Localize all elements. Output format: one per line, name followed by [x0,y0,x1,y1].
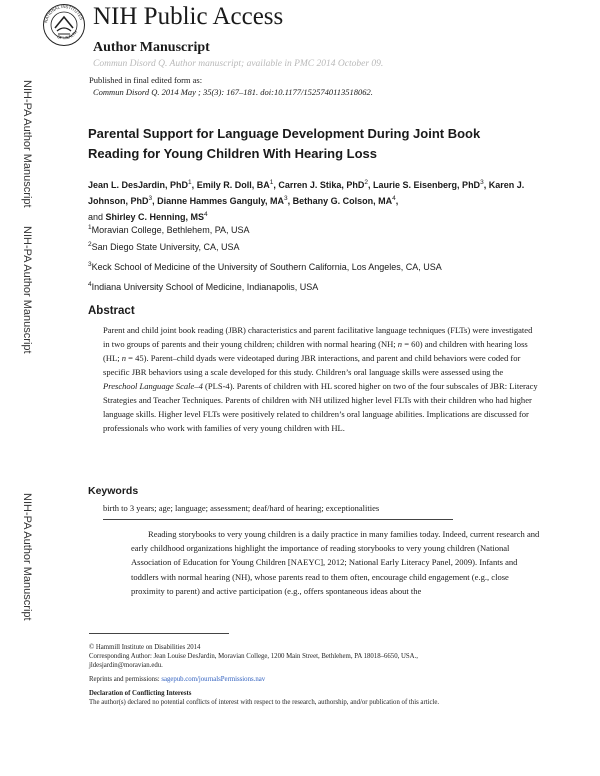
title-line-2: Reading for Young Children With Hearing Loss [88,146,378,161]
citation-text: Commun Disord Q. 2014 May ; 35(3): 167–181. doi:10.1177/1525740113518062. [93,87,373,97]
keywords-list: birth to 3 years; age; language; assessment; deaf/hard of hearing; exceptionalities [103,503,380,513]
permissions-link[interactable]: sagepub.com/journalsPermissions.nav [161,676,266,683]
author-list: Jean L. DesJardin, PhD$^1$, Emily R. Doll, $BA^1$, Carren J. Stika, PhD$^2$, Laurie S. Eisenberg, PhD$^3$, Karen J. Johnson, PhD$^3$, Dianne Hammes Ganguly, $MA^3$, Bethany G. Colson, $MA^4$, and Shirley C. Henning, $MS^4$ [88,179,525,222]
keywords-divider [103,519,453,520]
corresponding-email: jldesjardin@moravian.edu. [89,662,163,669]
author: Emily R. Doll, BA [196,180,270,190]
conflict-statement: The author(s) declared no potential conflicts of interest with respect to the research, authorship, and/or publication of this article. [89,699,440,706]
nih-public-access-title: NIH Public Access [93,3,284,30]
title-line-1: Parental Support for Language Development During Joint Book [88,126,481,141]
footnotes [89,643,529,707]
keywords-heading: Keywords [88,485,139,497]
author: Karen J. Johnson, PhD [88,180,525,206]
author-manuscript-subtitle: Author Manuscript [93,40,210,55]
affiliation: $^2$San Diego State University, CA, USA [88,241,240,252]
author: Shirley C. Henning, MS [105,212,205,222]
body-paragraph: Reading storybooks to very young children is a daily practice in many families today. Indeed, current research and early childhood organizations highlight the importance of reading storybooks to very young children (National Association of Education for Young Children [NAEYC], 2012; National Early Literacy Panel, 2009). Infants and toddlers with normal hearing (NH), whose parents read to them often, encourage child engagement (e.g., close proximity to parent) and active participation (e.g., offers spontaneous ideas about the [131,529,540,596]
citation-line [93,87,373,98]
author: Bethany G. Colson, MA [292,196,393,206]
availability-watermark: Commun Disord Q. Author manuscript; available in PMC 2014 October 09. [93,59,384,69]
side-label-middle: NIH-PA Author Manuscript [21,226,33,354]
corresponding-author: Corresponding Author: Jean Louise DesJardin, Moravian College, 1200 Main Street, Bethlehem, PA 18018–6650, USA., [89,653,418,660]
svg-text:OF HEALTH: OF HEALTH [56,29,79,41]
affiliation: $^3$Keck School of Medicine of the University of Southern California, Los Angeles, CA, USA [88,261,442,272]
copyright-note: © Hammill Institute on Disabilities 2014 [89,644,201,651]
author: Jean L. DesJardin, PhD [88,180,189,190]
side-label-top: NIH-PA Author Manuscript [21,80,33,208]
side-label-bottom: NIH-PA Author Manuscript [21,493,33,621]
published-label: Published in final edited form as: [89,75,203,85]
affiliation: $^4$Indiana University School of Medicine, Indianapolis, USA [88,281,319,292]
conflict-heading: Declaration of Conflicting Interests [89,690,192,697]
nih-seal-logo [42,3,86,47]
affiliation: $^1$Moravian College, Bethlehem, PA, USA [88,224,250,235]
footnote-divider [89,633,229,634]
reprints-note: Reprints and permissions: sagepub.com/journalsPermissions.nav [89,676,266,683]
author: Dianne Hammes Ganguly, MA [157,196,285,206]
abstract-heading: Abstract [88,305,135,317]
author: Laurie S. Eisenberg, PhD [373,180,481,190]
author: Carren J. Stika, PhD [278,180,365,190]
article-title [88,124,528,164]
svg-text:NATIONAL INSTITUTES: NATIONAL INSTITUTES [43,3,85,24]
abstract-text: Parent and child joint book reading (JBR) characteristics and parent facilitative language techniques (FLTs) were investigated in two groups of parents and their young children; children with normal hearing (NH; n = 60) and children with hearing loss (HL; n = 45). Parent–child dyads were videotaped during JBR interactions, and parent and child behaviors were coded for specific JBR behaviors using a scale developed for this study. Children’s oral language skills were assessed using the Preschool Language Scale–4 (PLS-4). Parents of children with HL scored higher on two of the four subscales of JBR: Literacy Strategies and Teacher Techniques. Parents of children with NH utilized higher level FLTs with their children who had higher language skills. Higher level FLTs were positively related to children’s oral language abilities. Implications are discussed for professionals who work with families of very young children with HL. [103,325,538,434]
